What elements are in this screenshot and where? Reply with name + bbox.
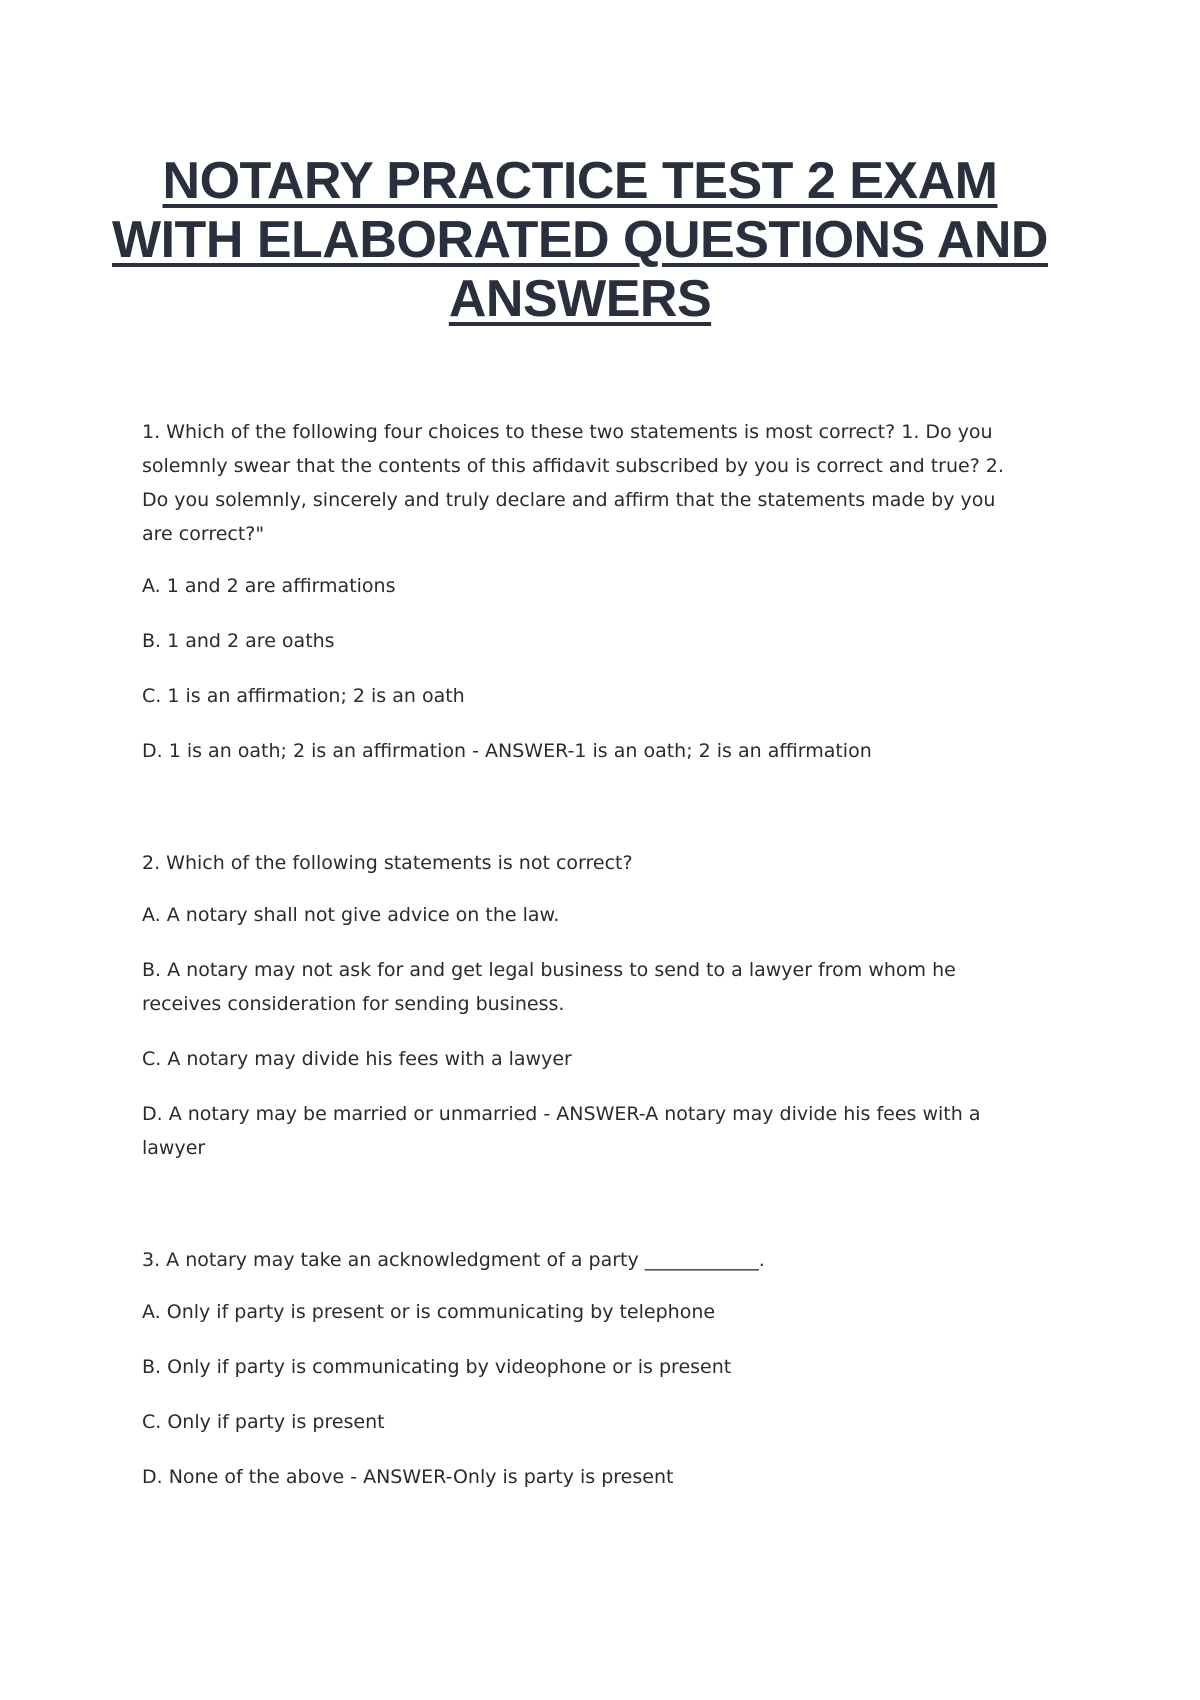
answer-option: A. Only if party is present or is communicating by telephone	[142, 1301, 716, 1323]
spacer	[142, 768, 1022, 846]
answer-option-with-answer: D. 1 is an oath; 2 is an affirmation - ANSWER-1 is an oath; 2 is an affirmation	[142, 740, 872, 762]
answer-option: B. A notary may not ask for and get legal business to send to a lawyer from whom he receives consideration for sending business.	[142, 959, 956, 1015]
title-line: NOTARY PRACTICE TEST 2 EXAM	[162, 152, 998, 210]
question-text: 2. Which of the following statements is not correct?	[142, 852, 633, 874]
question-2	[142, 846, 1022, 1165]
answer-option: A. A notary shall not give advice on the law.	[142, 904, 560, 926]
answer-option-with-answer: D. None of the above - ANSWER-Only is party is present	[142, 1466, 674, 1488]
answer-option: C. 1 is an affirmation; 2 is an oath	[142, 685, 465, 707]
title-line: ANSWERS	[448, 270, 712, 328]
spacer	[142, 1165, 1022, 1243]
question-1	[142, 415, 1022, 768]
answer-option: C. Only if party is present	[142, 1411, 385, 1433]
question-text: 1. Which of the following four choices to these two statements is most correct? 1. Do you solemnly swear that the contents of this affidavit subscribed by you is correct and true? 2. Do you solemnly, sincerely and truly declare and affirm that the statements made by you are correct?"	[142, 421, 1004, 545]
questions-list	[142, 415, 1022, 1494]
answer-option: A. 1 and 2 are affirmations	[142, 575, 396, 597]
answer-option: C. A notary may divide his fees with a lawyer	[142, 1048, 572, 1070]
answer-option: B. 1 and 2 are oaths	[142, 630, 335, 652]
answer-option: B. Only if party is communicating by videophone or is present	[142, 1356, 732, 1378]
title-line: WITH ELABORATED QUESTIONS AND	[112, 211, 1048, 269]
answer-option-with-answer: D. A notary may be married or unmarried - ANSWER-A notary may divide his fees with a lawyer	[142, 1103, 981, 1159]
question-text: 3. A notary may take an acknowledgment of a party ____________.	[142, 1249, 765, 1271]
document-title	[0, 152, 1160, 329]
question-3	[142, 1243, 1022, 1494]
